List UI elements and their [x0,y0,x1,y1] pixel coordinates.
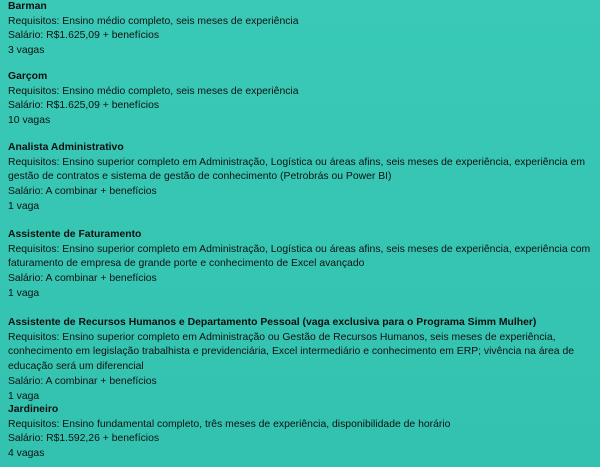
job-requirements: Requisitos: Ensino superior completo em Administração, Logística ou áreas afins, seis meses de experiência, experiência com faturamento de empresa de grande porte e conhecimento de Excel avançado [8,243,591,270]
job-requirements: Requisitos: Ensino superior completo em Administração, Logística ou áreas afins, seis meses de experiência, experiência em gestão de contratos e sistema de gestão de conhecimento (Petrobrás ou Power BI) [8,156,585,183]
job-listing-jardineiro [8,403,592,462]
job-salary: Salário: R$1.592,26 + benefícios [8,433,160,445]
job-title: Analista Administrativo [8,142,124,153]
job-listing-garcom [8,70,592,129]
job-listing-assistente-rh [8,316,592,404]
job-title: Garçom [8,71,48,82]
job-listing-analista-administrativo [8,141,592,215]
job-requirements: Requisitos: Ensino fundamental completo, três meses de experiência, disponibilidade de horário [8,418,451,430]
job-salary: Salário: A combinar + benefícios [8,375,157,387]
job-openings: 1 vaga [8,390,40,402]
job-openings: 3 vagas [8,45,45,57]
job-salary: Salário: A combinar + benefícios [8,186,157,198]
job-listing-assistente-faturamento [8,228,592,302]
job-requirements: Requisitos: Ensino superior completo em Administração ou Gestão de Recursos Humanos, seis meses de experiência, conhecimento em legislação trabalhista e previdenciária, Excel intermediário e conhecimento em ERP; vivência na área de educação será um diferencial [8,331,575,373]
job-title: Assistente de Recursos Humanos e Departamento Pessoal (vaga exclusiva para o Programa Simm Mulher) [8,317,537,328]
job-listing-barman [8,0,592,59]
job-openings: 10 vagas [8,115,51,127]
job-title: Jardineiro [8,404,59,415]
job-openings: 1 vaga [8,287,40,299]
job-title: Barman [8,1,47,12]
job-requirements: Requisitos: Ensino médio completo, seis meses de experiência [8,85,299,97]
job-openings: 1 vaga [8,200,40,212]
job-requirements: Requisitos: Ensino médio completo, seis meses de experiência [8,15,299,27]
job-salary: Salário: R$1.625,09 + benefícios [8,100,160,112]
job-openings: 4 vagas [8,448,45,460]
job-salary: Salário: R$1.625,09 + benefícios [8,30,160,42]
job-salary: Salário: A combinar + benefícios [8,273,157,285]
job-title: Assistente de Faturamento [8,229,142,240]
